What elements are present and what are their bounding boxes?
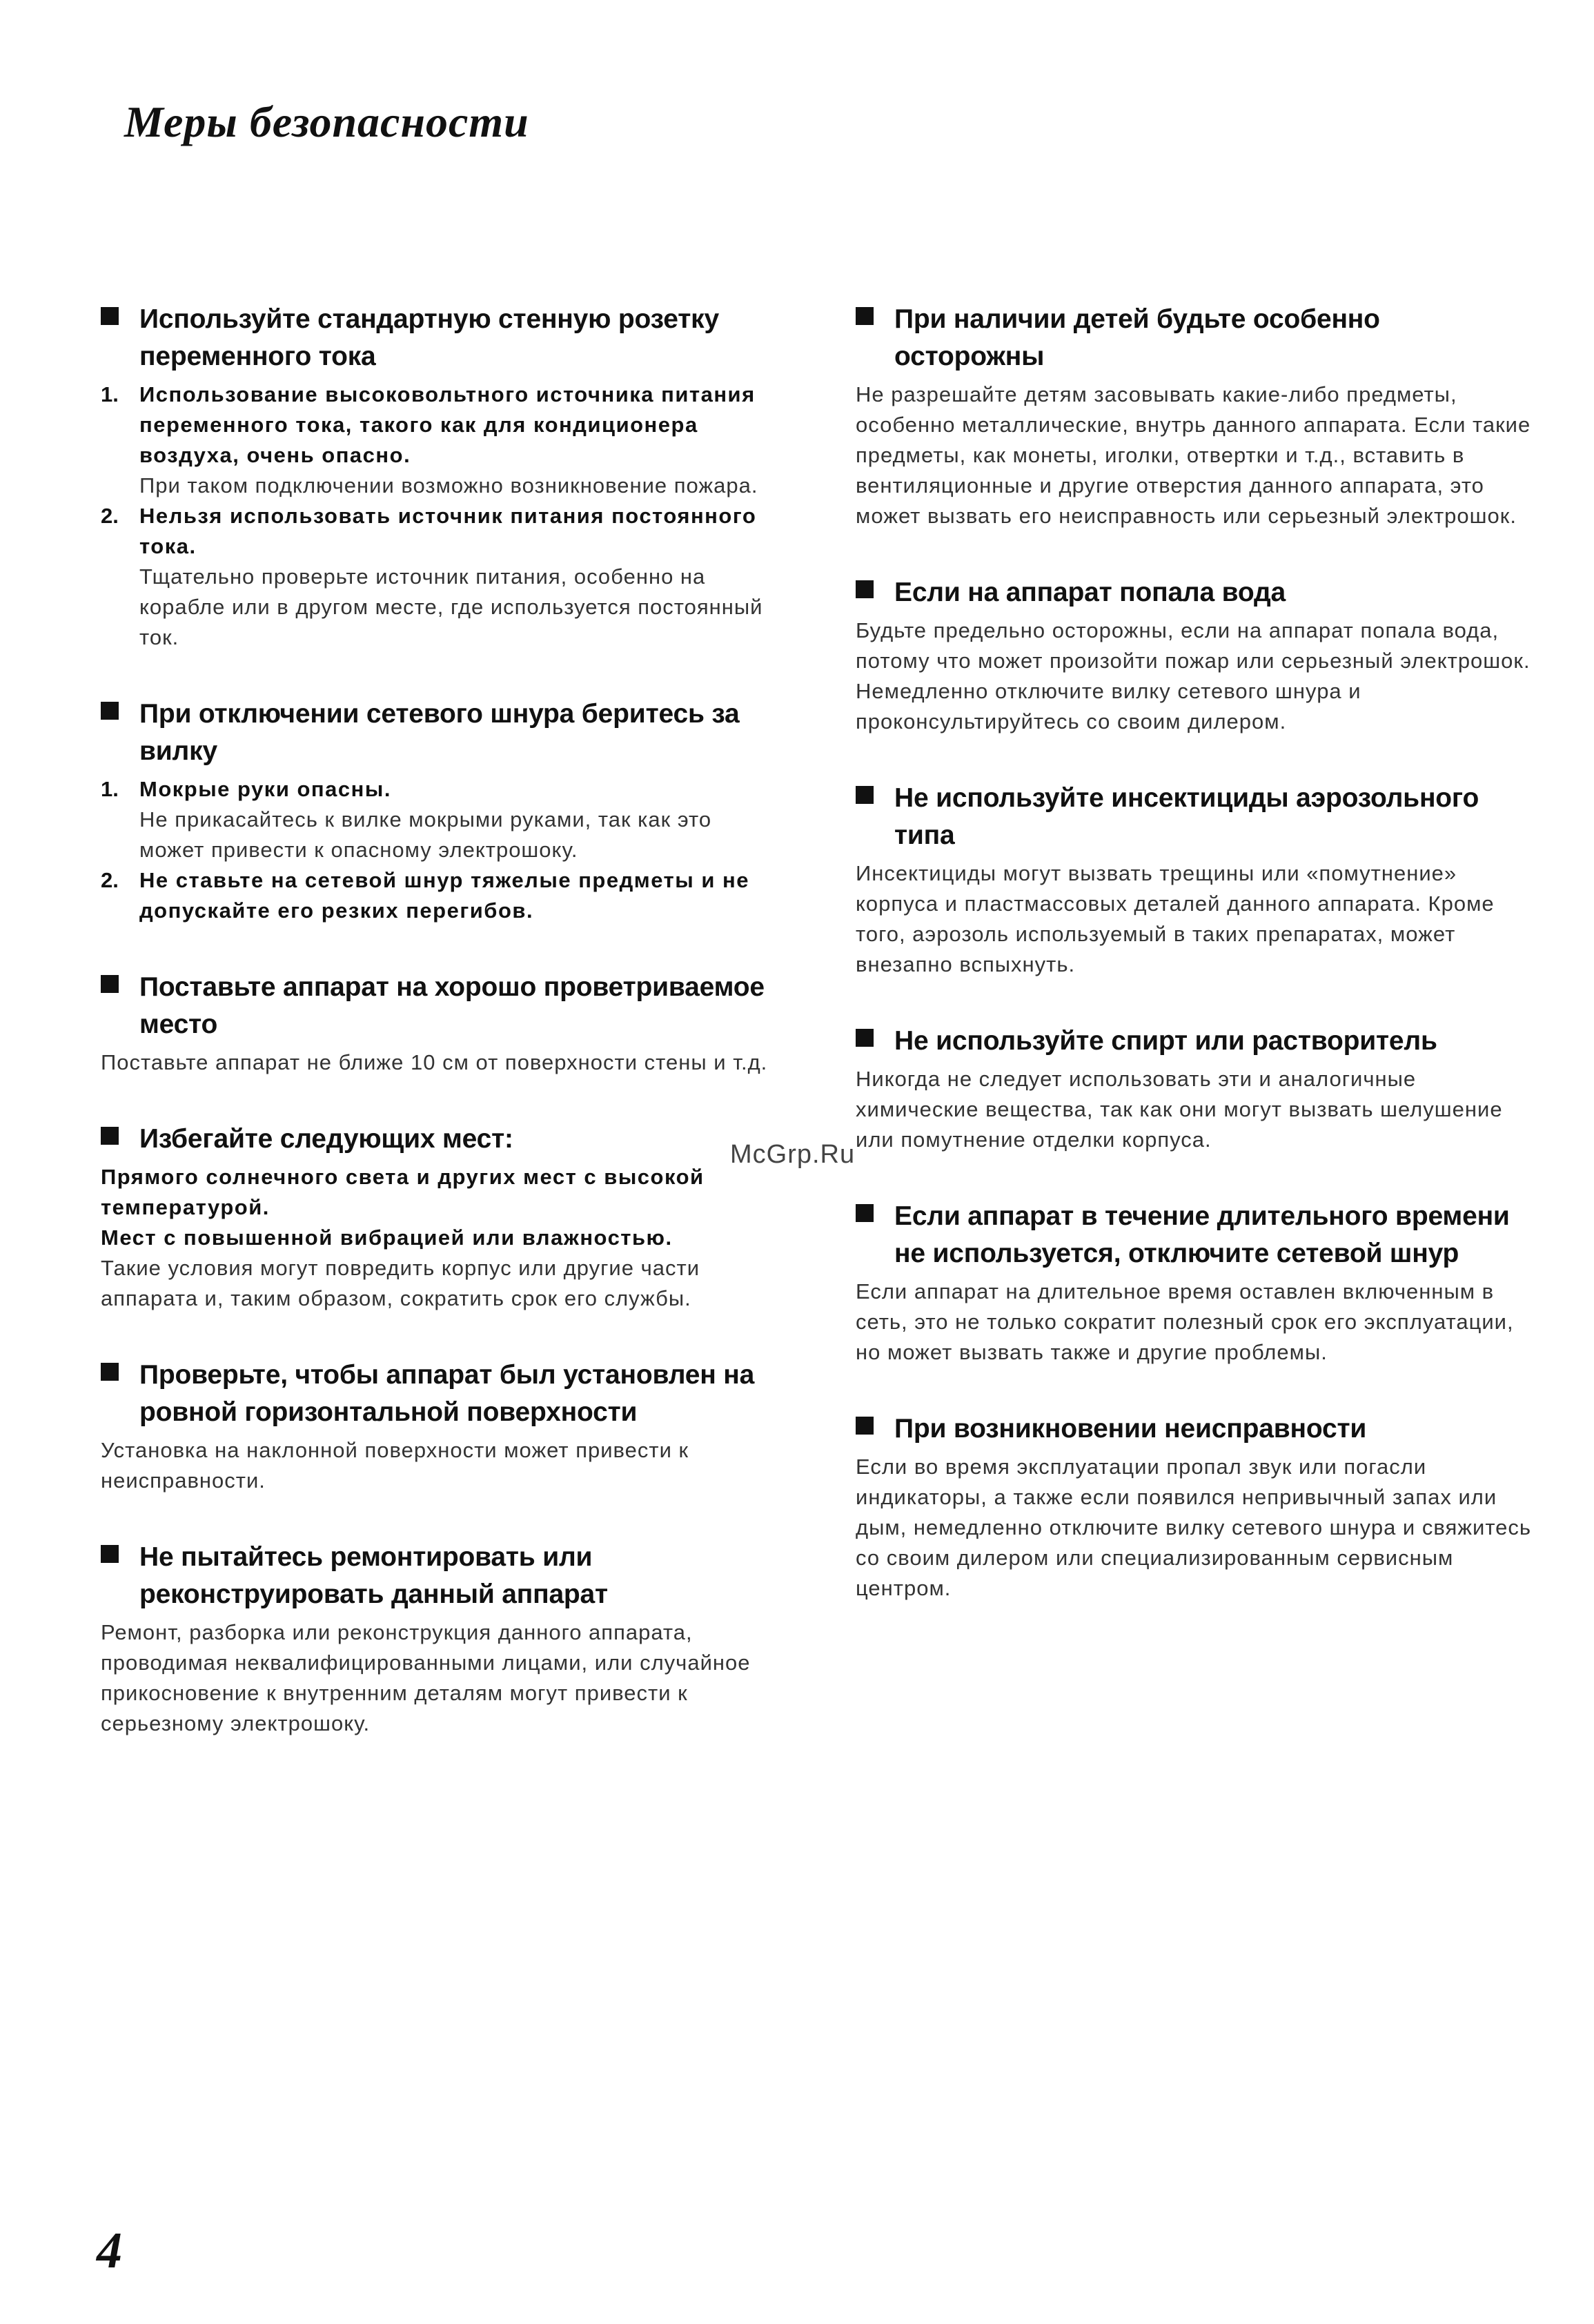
square-bullet-icon bbox=[101, 975, 119, 993]
section-ventilation bbox=[101, 969, 780, 1078]
section-text: Не разрешайте детям засовывать какие-либо предметы, особенно металлические, внутрь данного аппарата. Если такие предметы, как монеты, иголки, отвертки и т.д., вставить в вентиляционные и другие отверстия данного аппарата, это может вызвать его неисправность или серьезный электрошок. bbox=[856, 382, 1531, 528]
item-number: 2. bbox=[101, 868, 119, 892]
section-water bbox=[856, 574, 1535, 737]
section-plug bbox=[101, 696, 780, 926]
item-number: 2. bbox=[101, 504, 119, 528]
section-text: Поставьте аппарат не ближе 10 см от поверхности стены и т.д. bbox=[101, 1050, 768, 1074]
section-children bbox=[856, 301, 1535, 531]
section-text: Если во время эксплуатации пропал звук или погасли индикаторы, а также если появился непривычный запах или дым, немедленно отключите вилку сетевого шнура и свяжитесь со своим дилером или специализированным сервисным центром. bbox=[856, 1455, 1532, 1600]
square-bullet-icon bbox=[101, 1363, 119, 1381]
section-bold-text: Мест с повышенной вибрацией или влажностью. bbox=[101, 1225, 673, 1250]
section-title: При наличии детей будьте особенно осторожны bbox=[894, 304, 1380, 371]
square-bullet-icon bbox=[101, 1545, 119, 1563]
watermark: McGrp.Ru bbox=[730, 1140, 856, 1169]
section-level-surface bbox=[101, 1357, 780, 1496]
section-title: Если на аппарат попала вода bbox=[894, 578, 1286, 607]
square-bullet-icon bbox=[856, 1029, 874, 1047]
item-heading: Использование высоковольтного источника питания переменного тока, такого как для кондиционера воздуха, очень опасно. bbox=[139, 382, 756, 467]
section-title: Поставьте аппарат на хорошо проветриваемое место bbox=[139, 972, 765, 1039]
item-number: 1. bbox=[101, 777, 119, 801]
numbered-item bbox=[101, 774, 780, 865]
square-bullet-icon bbox=[101, 307, 119, 325]
numbered-item bbox=[101, 380, 780, 501]
section-insecticides bbox=[856, 780, 1535, 980]
section-text: Будьте предельно осторожны, если на аппарат попала вода, потому что может произойти пожар или серьезный электрошок. Немедленно отключите вилку сетевого шнура и проконсультируйтесь со своим дилером. bbox=[856, 618, 1531, 733]
section-title: Используйте стандартную стенную розетку переменного тока bbox=[139, 304, 719, 371]
item-text: Не прикасайтесь к вилке мокрыми руками, так как это может привести к опасному электрошоку. bbox=[139, 807, 712, 862]
section-title: Проверьте, чтобы аппарат был установлен на ровной горизонтальной поверхности bbox=[139, 1360, 755, 1427]
section-no-repair bbox=[101, 1539, 780, 1739]
section-title: Не используйте инсектициды аэрозольного типа bbox=[894, 783, 1479, 850]
numbered-item bbox=[101, 501, 780, 653]
left-column bbox=[101, 301, 780, 1782]
section-title: При возникновении неисправности bbox=[894, 1414, 1367, 1444]
section-title: Не используйте спирт или растворитель bbox=[894, 1026, 1437, 1056]
section-malfunction bbox=[856, 1410, 1535, 1604]
section-wall-outlet bbox=[101, 301, 780, 653]
section-solvents bbox=[856, 1023, 1535, 1155]
item-text: Тщательно проверьте источник питания, особенно на корабле или в другом месте, где используется постоянный ток. bbox=[139, 564, 763, 649]
numbered-item bbox=[101, 865, 780, 926]
page-number: 4 bbox=[97, 2223, 122, 2279]
section-text: Такие условия могут повредить корпус или другие части аппарата и, таким образом, сократить срок его службы. bbox=[101, 1256, 700, 1310]
section-title: Избегайте следующих мест: bbox=[139, 1124, 513, 1154]
right-column bbox=[856, 301, 1535, 1646]
item-heading: Нельзя использовать источник питания постоянного тока. bbox=[139, 504, 757, 558]
square-bullet-icon bbox=[856, 786, 874, 804]
square-bullet-icon bbox=[856, 1204, 874, 1222]
section-text: Ремонт, разборка или реконструкция данного аппарата, проводимая неквалифицированными лицами, или случайное прикосновение к внутренним деталям могут привести к серьезному электрошоку. bbox=[101, 1620, 751, 1735]
section-text: Никогда не следует использовать эти и аналогичные химические вещества, так как они могут вызвать шелушение или помутнение отделки корпуса. bbox=[856, 1067, 1503, 1152]
section-text: Если аппарат на длительное время оставлен включенным в сеть, это не только сократит полезный срок его эксплуатации, но может вызвать также и другие проблемы. bbox=[856, 1279, 1514, 1364]
section-bold-text: Прямого солнечного света и других мест с высокой температурой. bbox=[101, 1165, 705, 1219]
item-text: При таком подключении возможно возникновение пожара. bbox=[139, 473, 758, 498]
section-title: Не пытайтесь ремонтировать или реконструировать данный аппарат bbox=[139, 1542, 608, 1609]
section-avoid-places bbox=[101, 1121, 780, 1314]
square-bullet-icon bbox=[856, 307, 874, 325]
item-heading: Не ставьте на сетевой шнур тяжелые предметы и не допускайте его резких перегибов. bbox=[139, 868, 749, 923]
page-title: Меры безопасности bbox=[124, 97, 529, 146]
square-bullet-icon bbox=[856, 1417, 874, 1435]
section-title: При отключении сетевого шнура беритесь за вилку bbox=[139, 699, 740, 766]
item-number: 1. bbox=[101, 382, 119, 406]
square-bullet-icon bbox=[101, 1127, 119, 1145]
square-bullet-icon bbox=[856, 580, 874, 598]
section-long-unused bbox=[856, 1198, 1535, 1368]
square-bullet-icon bbox=[101, 702, 119, 720]
section-text: Установка на наклонной поверхности может привести к неисправности. bbox=[101, 1438, 689, 1493]
section-text: Инсектициды могут вызвать трещины или «помутнение» корпуса и пластмассовых деталей данного аппарата. Кроме того, аэрозоль используемый в таких препаратах, может внезапно вспыхнуть. bbox=[856, 861, 1495, 976]
section-title: Если аппарат в течение длительного времени не используется, отключите сетевой шнур bbox=[894, 1201, 1510, 1268]
item-heading: Мокрые руки опасны. bbox=[139, 777, 391, 801]
